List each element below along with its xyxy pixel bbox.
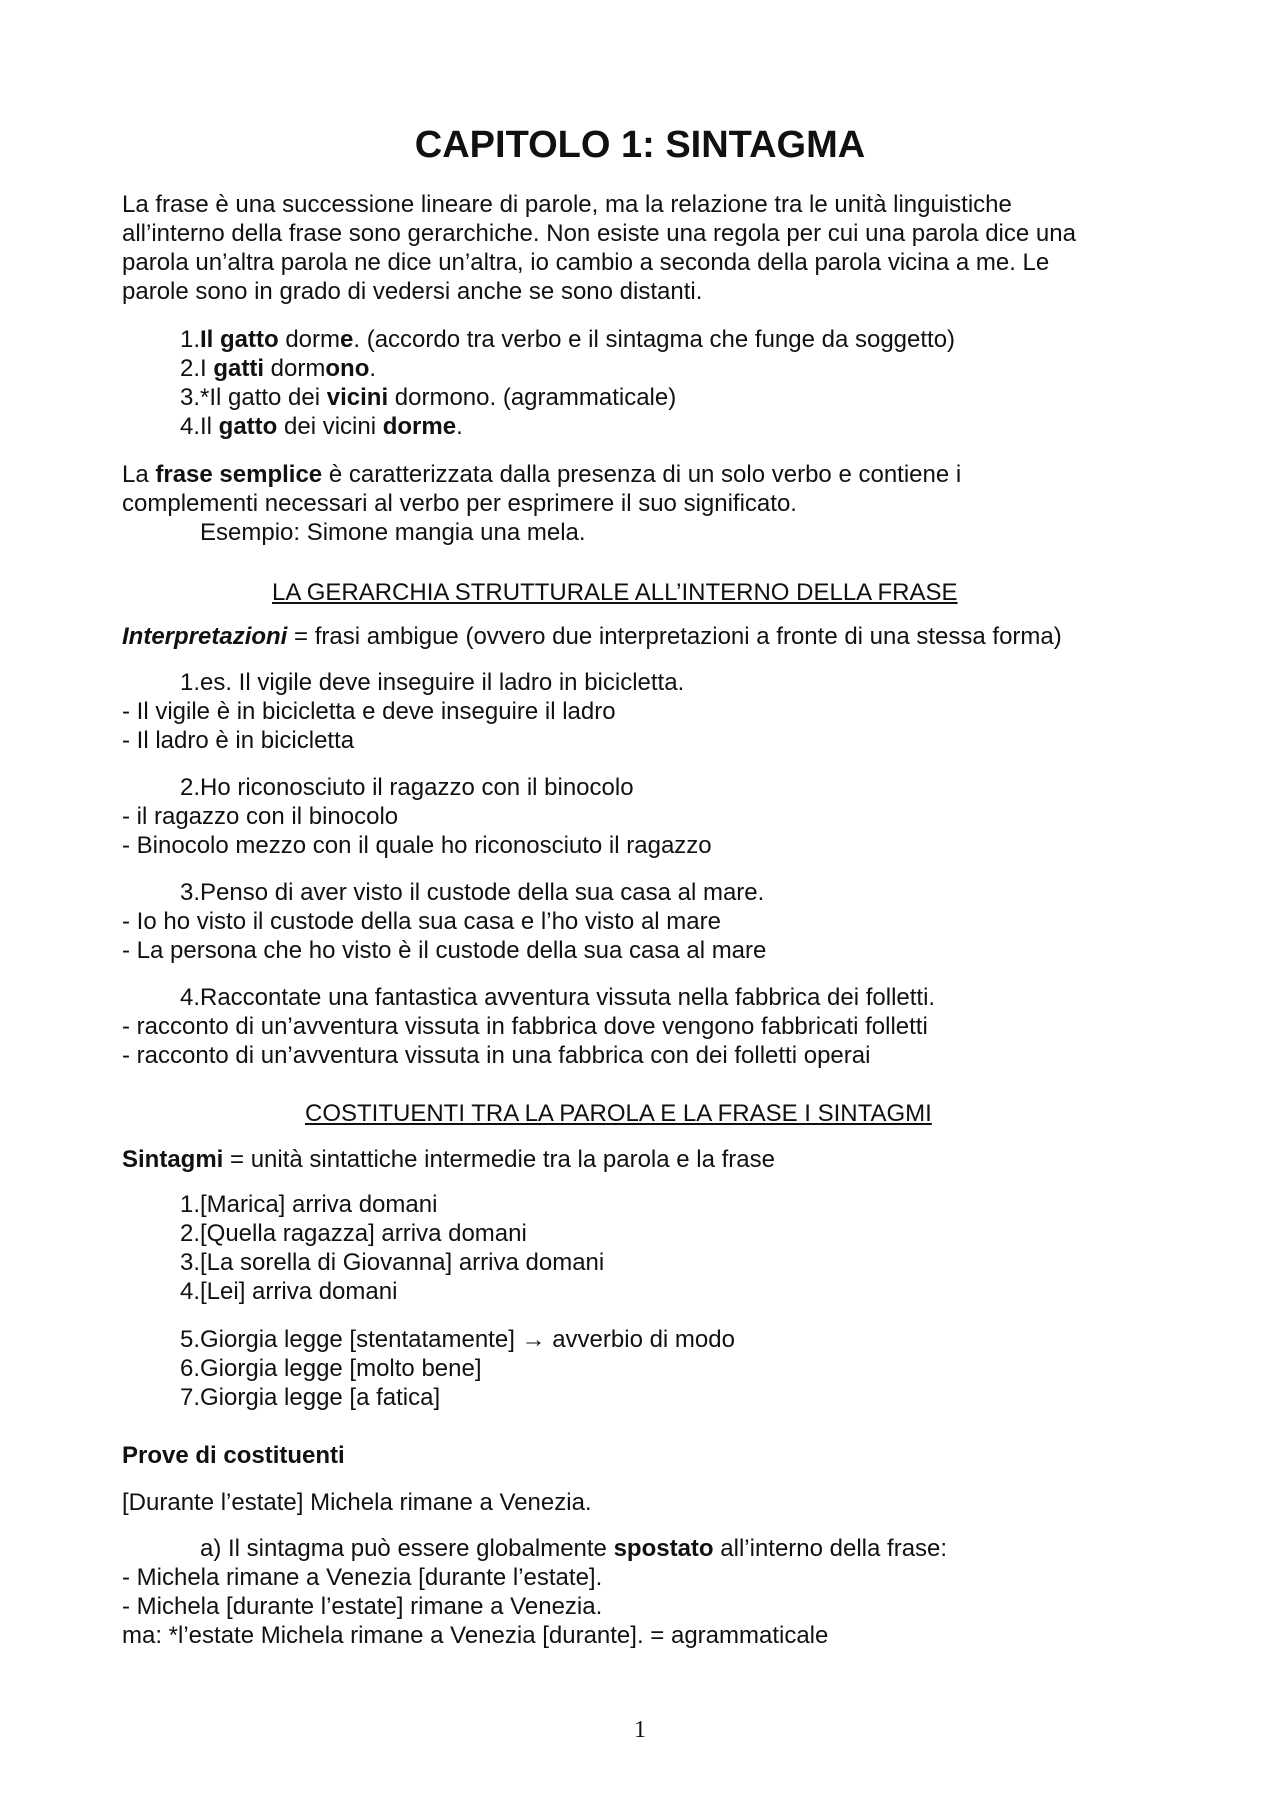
interpretation-line: - il ragazzo con il binocolo bbox=[122, 803, 399, 830]
prove-line: ma: *l’estate Michela rimane a Venezia [durante]. = agrammaticale bbox=[122, 1622, 829, 1649]
intro-line-3: parola un’altra parola ne dice un’altra, io cambio a seconda della parola vicina a me. Le bbox=[122, 249, 1050, 276]
prove-line: - Michela rimane a Venezia [durante l’estate]. bbox=[122, 1564, 603, 1591]
section-heading-gerarchia: LA GERARCHIA STRUTTURALE ALL’INTERNO DELLA FRASE bbox=[272, 579, 958, 606]
prove-line: - Michela [durante l’estate] rimane a Venezia. bbox=[122, 1593, 603, 1620]
page-number: 1 bbox=[634, 1717, 646, 1743]
interpretation-line: - racconto di un’avventura vissuta in fabbrica dove vengono fabbricati folletti bbox=[122, 1013, 928, 1040]
interpretation-line: - racconto di un’avventura vissuta in una fabbrica con dei folletti operai bbox=[122, 1042, 871, 1069]
intro-line-1: La frase è una successione lineare di parole, ma la relazione tra le unità linguistiche bbox=[122, 191, 1012, 218]
frase-semplice-line-2: complementi necessari al verbo per esprimere il suo significato. bbox=[122, 490, 797, 517]
prove-heading: Prove di costituenti bbox=[122, 1442, 345, 1469]
interpretation-line: - Il vigile è in bicicletta e deve inseguire il ladro bbox=[122, 698, 616, 725]
interpretation-line: - Io ho visto il custode della sua casa e l’ho visto al mare bbox=[122, 908, 721, 935]
sintagmi-definition: Sintagmi = unità sintattiche intermedie tra la parola e la frase bbox=[122, 1146, 775, 1173]
page-title: CAPITOLO 1: SINTAGMA bbox=[414, 124, 866, 166]
interpretation-line: - La persona che ho visto è il custode della sua casa al mare bbox=[122, 937, 767, 964]
intro-line-2: all’interno della frase sono gerarchiche. Non esiste una regola per cui una parola dice una bbox=[122, 220, 1076, 247]
interpretation-line: - Binocolo mezzo con il quale ho riconosciuto il ragazzo bbox=[122, 832, 712, 859]
interpretazioni-definition: Interpretazioni = frasi ambigue (ovvero due interpretazioni a fronte di una stessa forma) bbox=[122, 623, 1062, 650]
frase-semplice-example: Esempio: Simone mangia una mela. bbox=[200, 519, 586, 546]
interpretation-line: - Il ladro è in bicicletta bbox=[122, 727, 355, 754]
document-page: CAPITOLO 1: SINTAGMA La frase è una successione lineare di parole, ma la relazione tra le unità linguistiche all’interno della frase sono gerarchiche. Non esiste una regola per cui una parola dice una parola un’altra parola ne dice un’altra, io cambio a seconda della parola vicina a me. Le parole sono in grado di vedersi anche se sono distanti. 1. Il gatto dorme. (accordo tra verbo e il sintagma che funge da soggetto) 2. I gatti dormono. 3. *Il gatto dei vicini dormono. (agrammaticale) 4. Il gatto dei vicini dorme. La frase semplice è caratterizzata dalla presenza di un solo verbo e contiene i complementi necessari al verbo per esprimere il suo significato. Esempio: Simone mangia una mela. LA GERARCHIA STRUTTURALE ALL’INTERNO DELLA FRASE Interpretazioni = frasi ambigue (ovvero due interpretazioni a fronte di una stessa forma) 1. es. Il vigile deve inseguire il ladro in bicicletta. - Il vigile è in bicicletta e deve inseguire il ladro - Il ladro è in bicicletta 2. Ho riconosciuto il ragazzo con il binocolo - il ragazzo con il binocolo - Binocolo mezzo con il quale ho riconosciuto il ragazzo 3. Penso di aver visto il custode della sua casa al mare. - Io ho visto il custode della sua casa e l’ho visto al mare - La persona che ho visto è il custode della sua casa al mare 4. Raccontate una fantastica avventura vissuta nella fabbrica dei folletti. - racconto di un’avventura vissuta in fabbrica dove vengono fabbricati folletti - racconto di un’avventura vissuta in una fabbrica con dei folletti operai COSTITUENTI TRA LA PAROLA E LA FRASE I SINTAGMI Sintagmi = unità sintattiche intermedie tra la parola e la frase 1. [Marica] arriva domani 2. [Quella ragazza] arriva domani 3. [La sorella di Giovanna] arriva domani 4. [Lei] arriva domani 5. Giorgia legge [stentatamente] → avverbio di modo 6. Giorgia legge [molto bene] 7. Giorgia legge [a fatica] Prove di costituenti [Durante l’estate] Michela rimane a Venezia. a) Il sintagma può essere globalmente spostato all’interno della frase: - Michela rimane a Venezia [durante l’estate]. - Michela [durante l’estate] rimane a Venezia. ma: *l’estate Michela rimane a Venezia [durante]. = agrammaticale 1 bbox=[0, 0, 1280, 1811]
section-heading-costituenti: COSTITUENTI TRA LA PAROLA E LA FRASE I SINTAGMI bbox=[305, 1100, 932, 1127]
prove-rule-a: a) Il sintagma può essere globalmente spostato all’interno della frase: bbox=[200, 1535, 948, 1562]
prove-example: [Durante l’estate] Michela rimane a Venezia. bbox=[122, 1489, 592, 1516]
frase-semplice-line-1: La frase semplice è caratterizzata dalla presenza di un solo verbo e contiene i bbox=[122, 461, 962, 488]
intro-line-4: parole sono in grado di vedersi anche se sono distanti. bbox=[122, 278, 703, 305]
